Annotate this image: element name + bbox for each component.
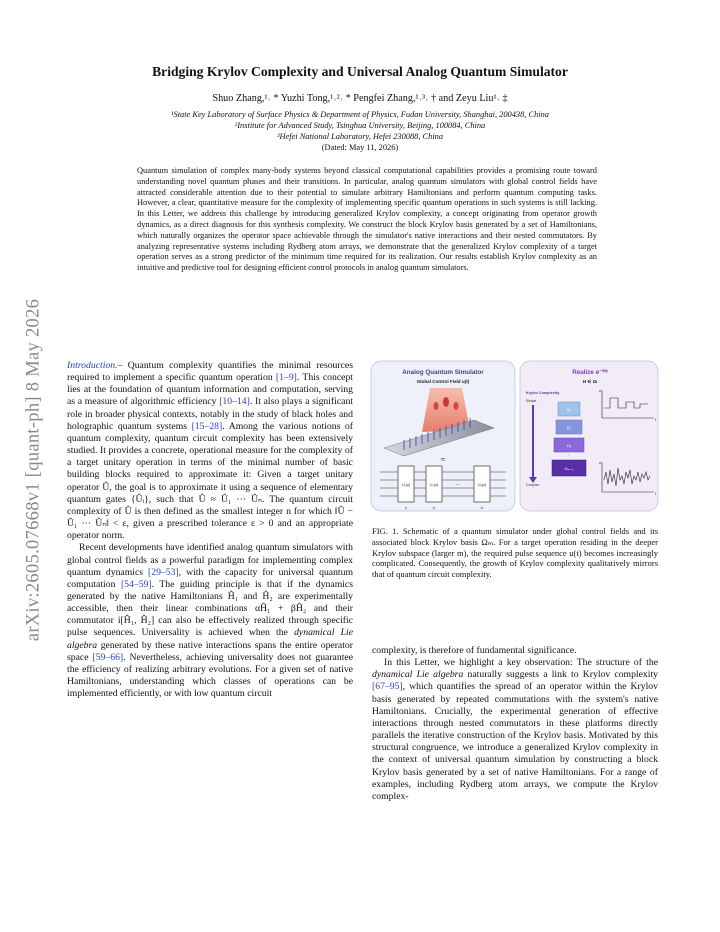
field-peak-shape bbox=[434, 402, 439, 410]
affiliation-1: ¹State Key Laboratory of Surface Physics & Department of Physics, Fudan University, Shanghai, 200438, China bbox=[171, 110, 549, 119]
simple-label: Simple bbox=[526, 399, 537, 403]
text-run: . Nevertheless, achieving universality does not guarantee the efficiency of realizing arbitrary evolutions. For a given set of native Hamiltonians, understanding which classes of operations can be implemented efficiently, or with low quantum circuit bbox=[67, 651, 353, 700]
krylov-block-label: Ω₂ bbox=[566, 443, 572, 448]
axis-u-label: u bbox=[599, 389, 601, 393]
right-panel-subtitle: H ∈ Ωₗ bbox=[582, 379, 598, 384]
citation-link[interactable]: [15–28] bbox=[191, 420, 223, 432]
citation-link[interactable]: [29–53] bbox=[148, 566, 179, 578]
paragraph-continuation: complexity, is therefore of fundamental significance. bbox=[372, 645, 577, 656]
section-heading-introduction: Introduction. bbox=[67, 360, 118, 371]
citation-link[interactable]: [10–14] bbox=[219, 396, 250, 408]
arxiv-identifier: arXiv:2605.07668v1 [quant-ph] 8 May 2026 bbox=[23, 298, 44, 642]
text-run: . The guiding principle is that if the dynamics generated by the native Hamiltonians Ĥ₁ and Ĥ₂ are experimentally accessible, then their linear combinations αĤ₁ + βĤ₂ and their commutator i[Ĥ₁, Ĥ₂] can also be effectively realized through specific pulse sequences. Universality is achieved when the bbox=[67, 578, 353, 639]
text-run: generated by these native interactions spans the entire operator space bbox=[67, 639, 353, 663]
krylov-block-label: Ω₁ bbox=[566, 425, 572, 430]
text-run: Recent developments have identified analog quantum simulators with global control fields as a powerful paradigm for implementing complex quantum dynamics bbox=[67, 542, 353, 578]
gate-label: U₂(u) bbox=[430, 483, 438, 487]
krylov-block-label: Ωₘ₋₁ bbox=[564, 466, 574, 471]
text-run: – Quantum complexity quantifies the minimal resources required to implement a specific quantum operation bbox=[67, 360, 353, 384]
ellipsis: ··· bbox=[455, 482, 461, 488]
text-run: . It also plays a significant role in broader physical contexts, notably in the study of black holes and holographic quantum systems bbox=[67, 396, 353, 432]
citation-link[interactable]: [59–66] bbox=[92, 651, 124, 663]
affiliation-3: ³Hefei National Laboratory, Hefei 230088, China bbox=[276, 132, 444, 141]
affiliation-2: ²Institute for Advanced Study, Tsinghua University, Beijing, 100084, China bbox=[234, 121, 486, 130]
gate-label: Uₙ(u) bbox=[478, 483, 486, 487]
text-run: . This concept lies at the foundation of quantum information and computation, serving as a measure of algorithmic efficiency bbox=[67, 372, 354, 408]
ellipsis: ⋮ bbox=[567, 453, 571, 458]
text-run: In this Letter, we highlight a key observation: The structure of the bbox=[384, 657, 658, 669]
axis-u-label: u bbox=[599, 461, 601, 465]
axis-t-label: t bbox=[655, 418, 656, 422]
time-label: tₙ bbox=[480, 505, 484, 510]
paragraph-3 bbox=[372, 657, 658, 803]
text-run: , with the capacity for universal quantum computation bbox=[67, 566, 353, 590]
left-panel-title: Analog Quantum Simulator bbox=[402, 369, 484, 376]
right-column bbox=[372, 645, 658, 803]
field-peak-shape bbox=[443, 397, 449, 407]
krylov-block-label: Ω₀ bbox=[566, 407, 572, 412]
time-label: t₁ bbox=[404, 505, 408, 510]
figure-1 bbox=[370, 360, 660, 512]
krylov-label: Krylov Complexity bbox=[526, 391, 560, 395]
gate-label: U₁(u) bbox=[402, 483, 410, 487]
text-run: . Among the various notions of quantum complexity, quantum circuit complexity has been extensively studied. It provides a concrete, operational measure for the complexity of a target unitary operation in terms of the minimal number of basic building blocks required to approximate it: Given a target unitary operator Û, the goal is to approximate it using a sequence of elementary quantum gates {Ûᵢ}, such that Û ≈ Û₁ ··· Ûₙ. The quantum circuit complexity of Û is then defined as the smallest integer n for which ‖Û − Û₁ ··· Ûₙ‖ < ε, given a prescribed tolerance ε > 0 and an appropriate operator norm. bbox=[67, 420, 354, 542]
affiliations bbox=[0, 109, 720, 153]
date-line: (Dated: May 11, 2026) bbox=[321, 143, 399, 152]
emphasis-text: dynamical Lie algebra bbox=[67, 627, 354, 651]
approx-symbol: ≈ bbox=[440, 455, 446, 464]
text-run: naturally suggests a link to Krylov complexity bbox=[463, 669, 658, 681]
author-list: Shuo Zhang,¹˒ * Yuzhi Tong,¹˒²˒ * Pengfei Zhang,¹˒³˒ † and Zeyu Liu¹˒ ‡ bbox=[212, 93, 508, 104]
time-label: t₂ bbox=[432, 505, 436, 510]
right-panel-title: Realize e⁻ⁱᴴᵗ bbox=[572, 369, 608, 376]
axis-t-label: t bbox=[655, 492, 656, 496]
field-peak-shape bbox=[454, 402, 459, 410]
citation-link[interactable]: [1–9] bbox=[275, 372, 297, 384]
left-column bbox=[67, 360, 353, 700]
citation-link[interactable]: [54–59] bbox=[120, 578, 152, 590]
figure-caption: FIG. 1. Schematic of a quantum simulator under global control fields and its associated block Krylov basis Ωₘ. For a target operation residing in the deeper Krylov subspace (larger m), the required pulse sequence u(t) becomes increasingly complicated. Consequently, the growth of Krylov complexity qualitatively mirrors that of quantum circuit complexity. bbox=[372, 526, 658, 580]
text-run: , which quantifies the spread of an operator within the Krylov basis generated by repeated commutations with the system's native Hamiltonians. Crucially, the experimental generation of effective interactions through nested commutators in these platforms directly parallels the iterative construction of the Krylov basis. Motivated by this structural congruence, we introduce a generalized Krylov complexity in the context of universal quantum simulation by constructing a block Krylov basis generated by a set of native Hamiltonians. For a range of examples, including Rydberg atom arrays, we compute the Krylov complex- bbox=[372, 681, 658, 802]
emphasis-text: dynamical Lie algebra bbox=[372, 669, 464, 681]
citation-link[interactable]: [67–95] bbox=[372, 681, 403, 693]
complex-label: Complex bbox=[526, 483, 540, 487]
abstract: Quantum simulation of complex many-body systems beyond classical computational capabilities provides a promising route toward understanding novel quantum phases and their transitions. In particular, analog quantum simulators with global control fields have attracted considerable attention due to their potential to simulate arbitrary Hamiltonians and perform quantum computing tasks. However, a clear, quantitative measure for the complexity of implementing specific quantum operations in such systems is still lacking. In this Letter, we address this challenge by introducing generalized Krylov complexity, a concept originating from operator growth dynamics, as a direct diagnosis for this synthesis complexity. We construct the block Krylov basis generated by a set of Hamiltonians, which naturally organizes the operator space achievable through the simulator's native interactions and their nested commutators. By analyzing representative systems including Rydberg atom arrays, we demonstrate that the generalized Krylov complexity of a target operation serves as a strong predictor of the minimum time required for its realization. Our results establish Krylov complexity as an intuitive and predictive tool for designing efficient control protocols in analog quantum simulators. bbox=[137, 166, 597, 273]
paragraph-2 bbox=[67, 542, 353, 700]
figure-1-schematic bbox=[370, 360, 660, 512]
left-panel-subtitle: Global Control Field u(t) bbox=[416, 379, 470, 384]
paper-title: Bridging Krylov Complexity and Universal Analog Quantum Simulator bbox=[152, 64, 568, 79]
intro-paragraph bbox=[67, 360, 353, 542]
